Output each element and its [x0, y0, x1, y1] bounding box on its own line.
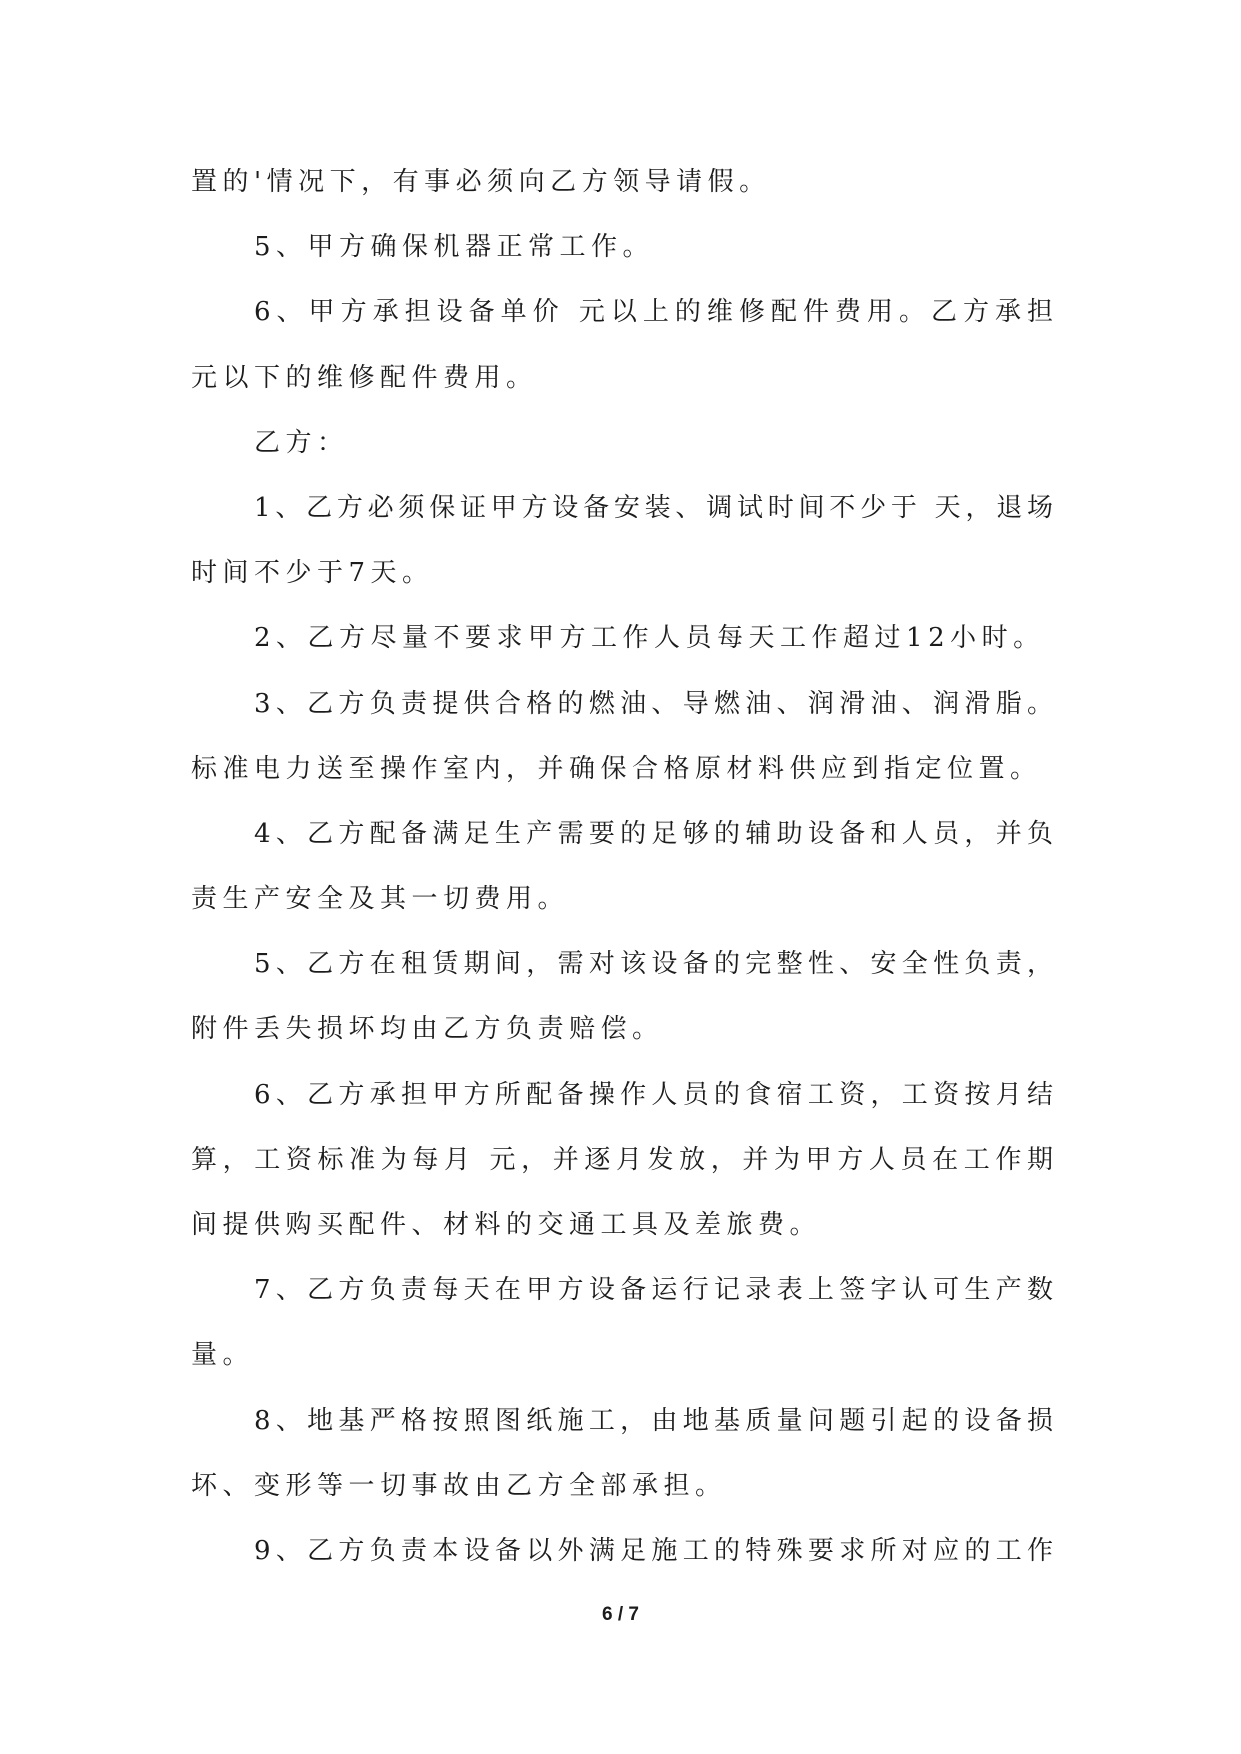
text-line: 量。	[191, 1340, 255, 1371]
paragraph	[191, 150, 1053, 215]
text-line: 6、甲方承担设备单价 元以上的维修配件费用。乙方承担	[254, 297, 1053, 328]
paragraph	[191, 802, 1053, 932]
text-line: 8、地基严格按照图纸施工，由地基质量问题引起的设备损	[254, 1405, 1053, 1436]
paragraph	[191, 606, 1053, 671]
paragraph	[191, 1063, 1053, 1259]
text-line: 元以下的维修配件费用。	[191, 362, 538, 393]
text-line: 1、乙方必须保证甲方设备安装、调试时间不少于 天，退场	[254, 492, 1053, 523]
paragraph	[191, 215, 1053, 280]
paragraph	[191, 932, 1053, 1062]
text-line: 附件丢失损坏均由乙方负责赔偿。	[191, 1014, 664, 1045]
text-line: 9、乙方负责本设备以外满足施工的特殊要求所对应的工作	[254, 1535, 1053, 1566]
paragraph	[191, 476, 1053, 606]
text-line: 2、乙方尽量不要求甲方工作人员每天工作超过12小时。	[254, 623, 1045, 654]
page-number: 6 / 7	[602, 1604, 639, 1625]
text-line: 算，工资标准为每月 元，并逐月发放，并为甲方人员在工作期	[191, 1144, 1053, 1175]
paragraph	[191, 1258, 1053, 1388]
document-body	[191, 150, 1053, 1584]
text-line: 间提供购买配件、材料的交通工具及差旅费。	[191, 1210, 822, 1240]
text-line: 坏、变形等一切事故由乙方全部承担。	[191, 1470, 727, 1501]
text-line: 7、乙方负责每天在甲方设备运行记录表上签字认可生产数	[254, 1275, 1053, 1306]
text-line: 时间不少于7天。	[191, 558, 434, 589]
paragraph	[191, 280, 1053, 410]
text-line: 4、乙方配备满足生产需要的足够的辅助设备和人员，并负	[254, 818, 1053, 849]
paragraph	[191, 1519, 1053, 1584]
text-line: 置的'情况下，有事必须向乙方领导请假。	[191, 167, 771, 197]
paragraph	[191, 1389, 1053, 1519]
text-line: 6、乙方承担甲方所配备操作人员的食宿工资，工资按月结	[254, 1079, 1053, 1110]
text-line: 3、乙方负责提供合格的燃油、导燃油、润滑油、润滑脂。	[254, 688, 1053, 719]
party-heading	[191, 411, 1053, 476]
text-line: 5、乙方在租赁期间，需对该设备的完整性、安全性负责，	[254, 949, 1053, 980]
text-line: 5、甲方确保机器正常工作。	[254, 232, 655, 263]
text-line: 责生产安全及其一切费用。	[191, 884, 570, 915]
paragraph	[191, 672, 1053, 802]
text-line: 乙方：	[254, 427, 349, 458]
text-line: 标准电力送至操作室内，并确保合格原材料供应到指定位置。	[191, 753, 1042, 784]
